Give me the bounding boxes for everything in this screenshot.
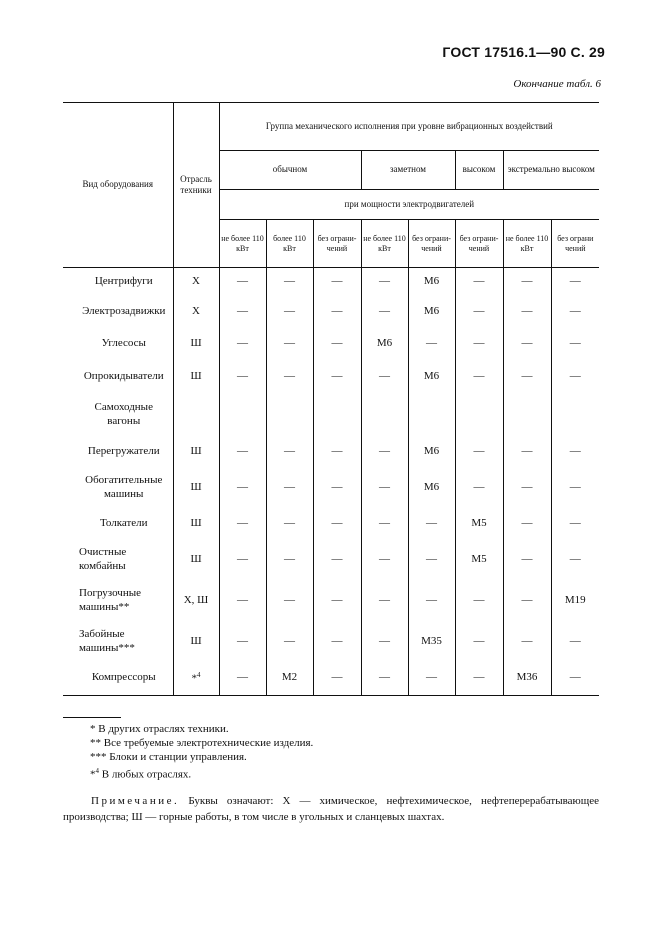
- industry-cell: Ш: [173, 437, 219, 468]
- equipment-name: Обогатительные машины: [85, 473, 163, 500]
- value-cell: —: [313, 580, 361, 622]
- value-cell: М6: [361, 328, 408, 360]
- value-cell: —: [503, 437, 551, 468]
- value-cell: —: [361, 437, 408, 468]
- equipment-name: Компрессоры: [63, 662, 173, 696]
- table-row: [63, 394, 599, 437]
- value-cell: —: [266, 580, 313, 622]
- power-col-4: не более 110 кВт: [361, 220, 408, 268]
- value-cell: —: [313, 662, 361, 696]
- table-row: [63, 622, 599, 662]
- power-col-1: не более 110 кВт: [219, 220, 266, 268]
- col-header-equipment: Вид оборудования: [63, 103, 173, 268]
- col-header-industry: Отрасль техники: [173, 103, 219, 268]
- value-cell: —: [503, 540, 551, 580]
- value-cell: —: [551, 360, 599, 394]
- industry-cell: Х, Ш: [173, 580, 219, 622]
- equipment-name: Забойные машины***: [79, 627, 135, 654]
- value-cell: —: [455, 580, 503, 622]
- footnote-3: *** Блоки и станции управления.: [90, 751, 247, 763]
- value-cell: [266, 394, 313, 437]
- table-row: [63, 662, 599, 696]
- value-cell: —: [551, 540, 599, 580]
- value-cell: —: [361, 268, 408, 297]
- value-cell: —: [503, 508, 551, 540]
- value-cell: —: [503, 580, 551, 622]
- value-cell: —: [455, 328, 503, 360]
- value-cell: М6: [408, 268, 455, 297]
- level-noticeable: заметном: [361, 151, 455, 190]
- value-cell: [408, 394, 455, 437]
- value-cell: —: [361, 580, 408, 622]
- value-cell: —: [455, 468, 503, 508]
- table-row: [63, 468, 599, 508]
- table-row: [63, 580, 599, 622]
- value-cell: —: [219, 360, 266, 394]
- value-cell: —: [503, 360, 551, 394]
- value-cell: —: [266, 297, 313, 328]
- value-cell: —: [455, 622, 503, 662]
- equipment-name: Центрифуги: [94, 275, 153, 288]
- value-cell: —: [219, 328, 266, 360]
- table-row: [63, 328, 599, 360]
- power-col-5: без ограни-чений: [408, 220, 455, 268]
- value-cell: —: [361, 297, 408, 328]
- value-cell: [361, 394, 408, 437]
- table-row: [63, 437, 599, 468]
- table-continuation-label: Окончание табл. 6: [513, 78, 601, 90]
- footnotes: [90, 722, 313, 782]
- value-cell: —: [551, 268, 599, 297]
- equipment-name: Самоходные вагоны: [94, 401, 153, 427]
- value-cell: —: [219, 622, 266, 662]
- value-cell: —: [313, 468, 361, 508]
- level-normal: обычном: [219, 151, 361, 190]
- value-cell: —: [266, 540, 313, 580]
- value-cell: —: [503, 297, 551, 328]
- value-cell: —: [551, 662, 599, 696]
- value-cell: —: [266, 360, 313, 394]
- equipment-name: Углесосы: [101, 336, 146, 349]
- value-cell: —: [266, 622, 313, 662]
- value-cell: —: [313, 540, 361, 580]
- table-row: [63, 540, 599, 580]
- note-label: Примечание.: [91, 795, 180, 807]
- value-cell: —: [551, 468, 599, 508]
- value-cell: —: [455, 437, 503, 468]
- power-col-6: без ограни-чений: [455, 220, 503, 268]
- table-row: [63, 360, 599, 394]
- equipment-name: Толкатели: [99, 516, 148, 529]
- industry-cell: Ш: [173, 360, 219, 394]
- value-cell: М35: [408, 622, 455, 662]
- value-cell: —: [503, 468, 551, 508]
- value-cell: —: [455, 360, 503, 394]
- footnote-1: * В других отраслях техники.: [90, 723, 229, 735]
- value-cell: —: [266, 328, 313, 360]
- value-cell: —: [361, 508, 408, 540]
- note-text: Буквы означают: Х — химическое, нефтехимическое, нефтеперерабатывающее производства; Ш — горные работы, в том числе в угольных и сланцевых шахтах.: [63, 795, 600, 823]
- value-cell: —: [551, 622, 599, 662]
- value-cell: —: [551, 508, 599, 540]
- equipment-name: Очистные комбайны: [79, 545, 127, 572]
- value-cell: —: [361, 662, 408, 696]
- power-col-2: более 110 кВт: [266, 220, 313, 268]
- value-cell: —: [219, 437, 266, 468]
- value-cell: —: [551, 297, 599, 328]
- table-body: [63, 268, 599, 696]
- note-paragraph: [63, 793, 599, 825]
- value-cell: —: [219, 297, 266, 328]
- value-cell: —: [219, 268, 266, 297]
- level-extreme: экстремально высоком: [503, 151, 599, 190]
- value-cell: М5: [455, 508, 503, 540]
- value-cell: —: [266, 268, 313, 297]
- value-cell: М5: [455, 540, 503, 580]
- value-cell: М6: [408, 360, 455, 394]
- value-cell: —: [266, 468, 313, 508]
- value-cell: —: [408, 662, 455, 696]
- power-col-8: без ограни чений: [551, 220, 599, 268]
- value-cell: —: [551, 328, 599, 360]
- power-header: при мощности электродвигателей: [219, 190, 599, 220]
- value-cell: —: [455, 297, 503, 328]
- value-cell: —: [408, 580, 455, 622]
- equipment-name: Электрозадвижки: [82, 305, 166, 318]
- value-cell: М6: [408, 437, 455, 468]
- industry-cell: Х: [173, 268, 219, 297]
- value-cell: —: [313, 508, 361, 540]
- value-cell: —: [503, 622, 551, 662]
- equipment-name: Перегружатели: [87, 445, 160, 458]
- equipment-name: Опрокидыватели: [83, 369, 164, 382]
- value-cell: —: [503, 328, 551, 360]
- footnote-2: ** Все требуемые электротехнические изделия.: [90, 737, 314, 749]
- value-cell: [503, 394, 551, 437]
- value-cell: [313, 394, 361, 437]
- value-cell: —: [219, 540, 266, 580]
- group-header: Группа механического исполнения при уровне вибрационных воздействий: [219, 103, 599, 151]
- value-cell: —: [266, 508, 313, 540]
- table-row: [63, 297, 599, 328]
- value-cell: М2: [266, 662, 313, 696]
- industry-cell: Х: [173, 297, 219, 328]
- value-cell: —: [361, 360, 408, 394]
- level-high: высоком: [455, 151, 503, 190]
- value-cell: —: [219, 662, 266, 696]
- value-cell: М6: [408, 468, 455, 508]
- value-cell: М6: [408, 297, 455, 328]
- value-cell: —: [455, 662, 503, 696]
- value-cell: —: [266, 437, 313, 468]
- value-cell: —: [313, 297, 361, 328]
- value-cell: —: [313, 360, 361, 394]
- value-cell: [219, 394, 266, 437]
- table-row: [63, 508, 599, 540]
- table-row: [63, 268, 599, 297]
- value-cell: —: [408, 508, 455, 540]
- value-cell: —: [313, 268, 361, 297]
- industry-cell: *$^4$: [173, 662, 219, 696]
- value-cell: —: [313, 437, 361, 468]
- equipment-table: [63, 102, 599, 696]
- value-cell: —: [455, 268, 503, 297]
- value-cell: —: [503, 268, 551, 297]
- power-col-7: не более 110 кВт: [503, 220, 551, 268]
- value-cell: —: [219, 508, 266, 540]
- footnote-4: *$^4$ В любых отраслях.: [90, 767, 192, 781]
- value-cell: —: [219, 468, 266, 508]
- industry-cell: Ш: [173, 508, 219, 540]
- value-cell: [551, 394, 599, 437]
- value-cell: —: [408, 328, 455, 360]
- industry-cell: Ш: [173, 540, 219, 580]
- industry-cell: Ш: [173, 468, 219, 508]
- footnote-divider: [63, 717, 121, 718]
- industry-cell: [173, 394, 219, 437]
- value-cell: —: [408, 540, 455, 580]
- page-header: ГОСТ 17516.1—90 С. 29: [442, 44, 605, 60]
- value-cell: —: [313, 622, 361, 662]
- value-cell: М36: [503, 662, 551, 696]
- value-cell: [455, 394, 503, 437]
- industry-cell: Ш: [173, 328, 219, 360]
- power-col-3: без ограни-чений: [313, 220, 361, 268]
- value-cell: —: [361, 540, 408, 580]
- value-cell: —: [361, 468, 408, 508]
- value-cell: —: [219, 580, 266, 622]
- value-cell: —: [313, 328, 361, 360]
- value-cell: М19: [551, 580, 599, 622]
- value-cell: —: [361, 622, 408, 662]
- industry-cell: Ш: [173, 622, 219, 662]
- equipment-name: Погрузочные машины**: [79, 586, 141, 613]
- value-cell: —: [551, 437, 599, 468]
